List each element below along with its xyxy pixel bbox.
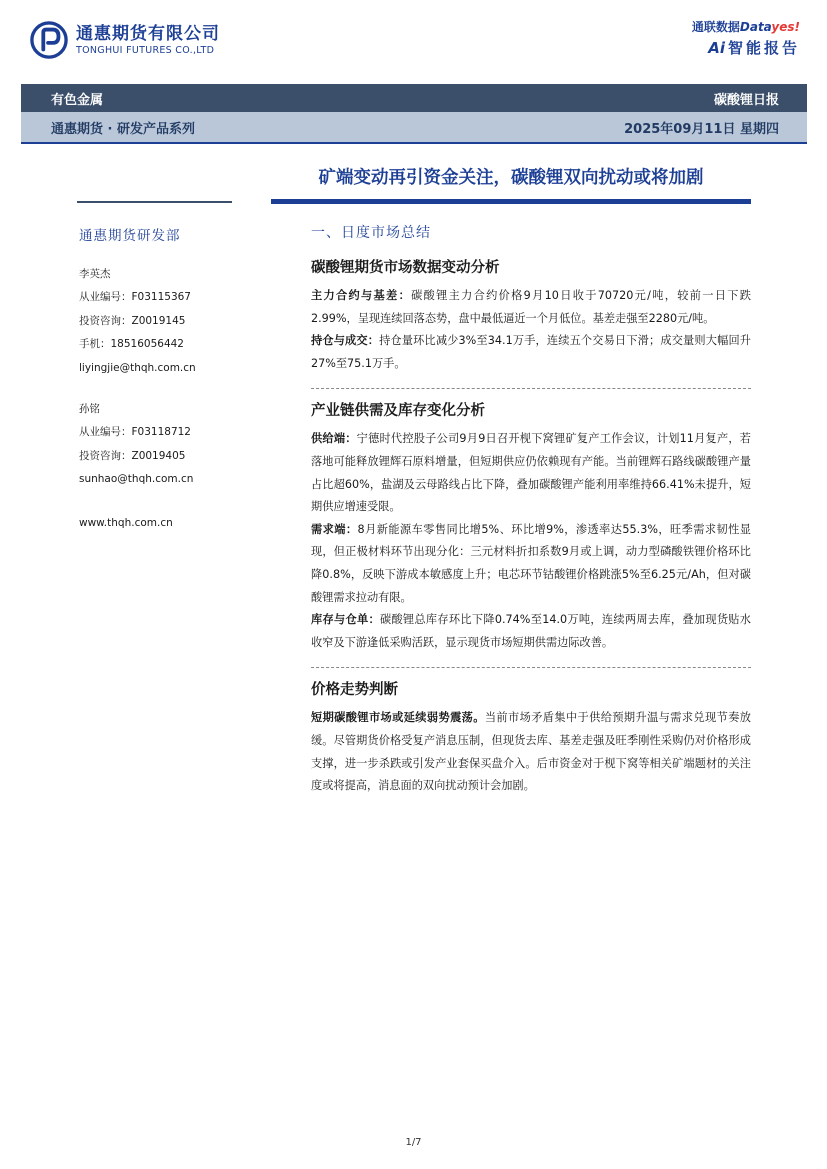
research-dept: 通惠期货研发部 (79, 228, 181, 244)
analyst-phone: 手机：18516056442 (79, 338, 184, 350)
paragraph-label: 供给端： (311, 432, 357, 446)
analyst-sidebar (79, 224, 249, 535)
paragraph (311, 285, 751, 330)
paragraph (311, 330, 751, 375)
subsection-title: 价格走势判断 (311, 682, 398, 699)
paragraph (311, 519, 751, 609)
company-name-en: TONGHUI FUTURES CO.,LTD (76, 44, 215, 56)
analyst-name: 李英杰 (79, 268, 111, 280)
analyst-card (79, 398, 249, 492)
category-bar (21, 84, 807, 112)
paragraph-label: 需求端： (311, 522, 358, 536)
analyst-email[interactable]: liyingjie@thqh.com.cn (79, 361, 196, 374)
headline-divider (271, 199, 751, 204)
datayes-prefix: 通联数据 (691, 20, 740, 34)
analyst-card (79, 263, 249, 380)
paragraph-text: 8月新能源车零售同比增5%、环比增9%，渗透率达55.3%，旺季需求韧性显现，但正极材料环节出现分化：三元材料折扣系数9月或上调，动力型磷酸铁锂价格环比降0.8%，反映下游成本敏感度上升；电芯环节钴酸锂价格跳涨5%至6.25元/Ah，但对碳酸锂需求拉动有限。 (311, 522, 751, 604)
datayes-brand-suffix: yes! (771, 20, 800, 34)
analyst-email[interactable]: sunhao@thqh.com.cn (79, 473, 194, 485)
paragraph-label: 短期碳酸锂市场或延续弱势震荡。 (311, 711, 485, 725)
company-website-link[interactable]: www.thqh.com.cn (79, 516, 173, 529)
subsection-title: 碳酸锂期货市场数据变动分析 (311, 260, 500, 276)
report-body (311, 222, 751, 798)
analyst-consult-id: 投资咨询：Z0019405 (79, 449, 186, 462)
paragraph-text: 碳酸锂主力合约价格9月10日收于70720元/吨，较前一日下跌2.99%，呈现连续回落态势，盘中最低逼近一个月低位。基差走强至2280元/吨。 (311, 289, 751, 325)
tonghui-logo-icon (30, 21, 68, 59)
category-label: 有色金属 (51, 92, 104, 108)
report-type-label: 碳酸锂日报 (713, 92, 779, 108)
paragraph (311, 707, 751, 797)
report-date: 2025年09月11日 星期四 (624, 121, 779, 137)
report-headline: 矿端变动再引资金关注，碳酸锂双向扰动或将加剧 (318, 168, 704, 188)
paragraph-text: 碳酸锂总库存环比下降0.74%至14.0万吨，连续两周去库，叠加现货贴水收窄及下游逢低采购活跃，显示现货市场短期供需边际改善。 (311, 613, 751, 649)
company-name-cn: 通惠期货有限公司 (76, 23, 220, 44)
subsection-title: 产业链供需及库存变化分析 (311, 403, 485, 420)
ai-report-label (692, 37, 800, 59)
section-divider (311, 388, 751, 389)
analyst-name: 孙铭 (79, 403, 100, 415)
paragraph (311, 428, 751, 518)
analyst-license: 从业编号：F03115367 (79, 291, 191, 303)
paragraph-text: 宁德时代控股子公司9月9日召开枧下窝锂矿复产工作会议，计划11月复产，若落地可能释放锂辉石原料增量，但短期供应仍依赖现有产能。当前锂辉石路线碳酸锂产量占比超60%，盐湖及云母路线占比下降，叠加碳酸锂产能利用率维持66.41%未提升，短期供应增速受限。 (311, 432, 751, 514)
datayes-ai-logo (692, 19, 800, 59)
paragraph-text: 当前市场矛盾集中于供给预期升温与需求兑现节奏放缓。尽管期货价格受复产消息压制，但现货去库、基差走强及旺季刚性采购仍对价格形成支撑，进一步杀跌或引发产业套保买盘介入。后市资金对于枧下窝等相关矿端题材的关注度或将提高，消息面的双向扰动预计会加剧。 (311, 711, 751, 793)
page-number: 1/7 (405, 1137, 422, 1148)
analyst-consult-id: 投资咨询：Z0019145 (79, 314, 186, 327)
paragraph-text: 持仓量环比减少3%至34.1万手，连续五个交易日下滑；成交量则大幅回升27%至75.1万手。 (311, 334, 751, 370)
series-label: 通惠期货 · 研发产品系列 (51, 121, 195, 137)
ai-report-text: 智能报告 (727, 39, 800, 57)
paragraph-label: 持仓与成交： (311, 334, 380, 348)
datayes-brand (692, 19, 800, 35)
section-divider (311, 667, 751, 668)
paragraph-label: 主力合约与基差： (311, 289, 412, 302)
sidebar-divider (77, 201, 232, 203)
company-logo (30, 20, 220, 60)
paragraph-label: 库存与仓单： (311, 613, 380, 627)
paragraph (311, 609, 751, 654)
series-bar (21, 112, 807, 144)
ai-mark: Ai (708, 39, 725, 57)
section-title: 一、日度市场总结 (311, 225, 431, 241)
datayes-brand-word: Data (739, 20, 772, 34)
analyst-license: 从业编号：F03118712 (79, 426, 191, 438)
